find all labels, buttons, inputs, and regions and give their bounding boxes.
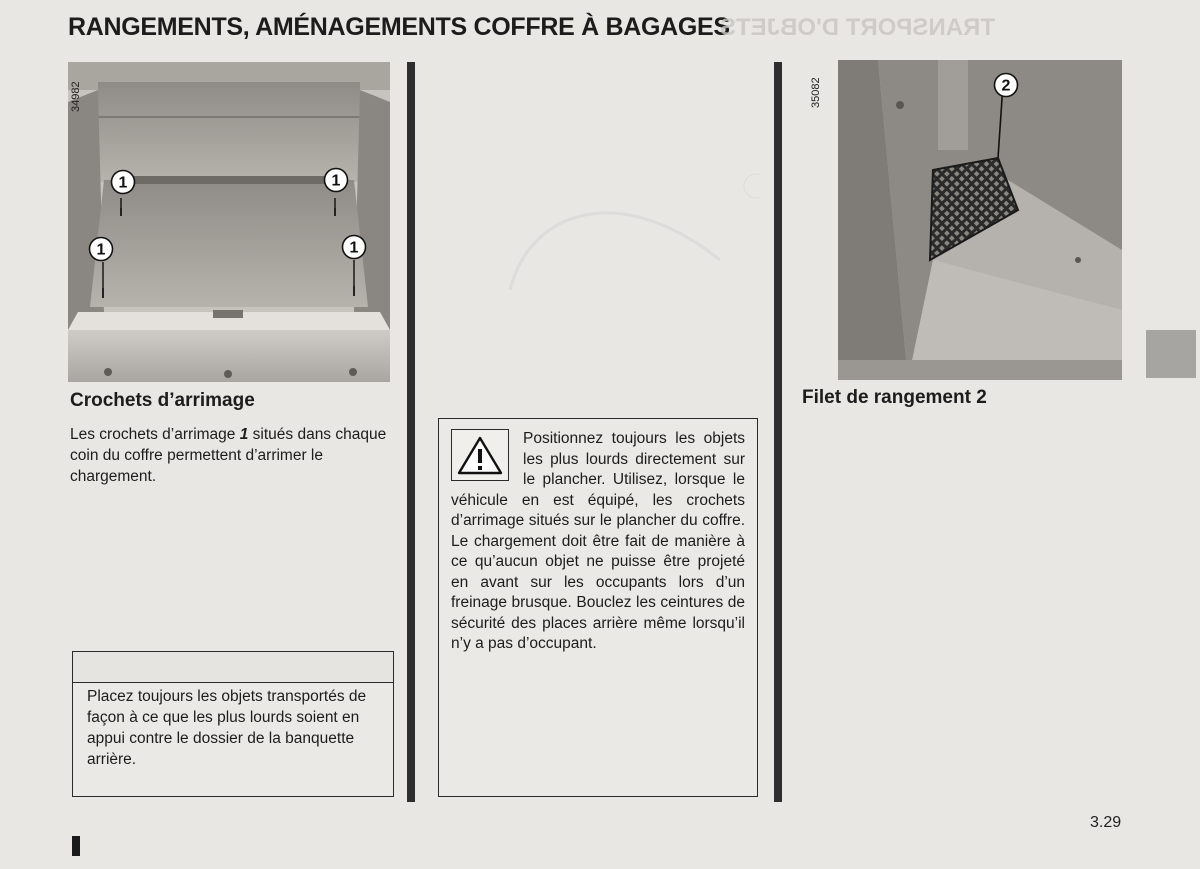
photo-reference-35082: 35082 <box>810 77 822 108</box>
warning-text: Positionnez toujours les objets les plus lourds directement sur le plancher. Utilisez, lorsque le véhicule en est équipé, les crochets d’arrimage situés sur le plancher du coffre. Le chargement doit être fait de manière à ce qu’aucun objet ne puisse être projeté en avant sur les occupants lors d’un freinage brusque. Bouclez les ceintures de sécurité des places arrière même lorsqu’il n’y a pas d’occupant. <box>451 430 745 652</box>
photo-reference-34982: 34982 <box>70 81 82 112</box>
svg-text:1: 1 <box>331 172 341 190</box>
warning-box <box>438 418 758 797</box>
column-divider-left <box>407 62 415 802</box>
chapter-thumb-tab <box>1146 330 1196 378</box>
column-divider-right <box>774 62 782 802</box>
svg-text:1: 1 <box>96 241 106 259</box>
svg-text:2: 2 <box>1001 77 1011 95</box>
loading-note-box <box>72 651 394 797</box>
trunk-photo <box>68 62 390 382</box>
svg-text:1: 1 <box>118 174 128 192</box>
page-marker <box>72 836 80 856</box>
storage-net-photo <box>838 60 1122 380</box>
callout-1-bottom-left <box>88 236 114 262</box>
section-heading-tie-down-hooks: Crochets d’arrimage <box>70 390 255 411</box>
page-title: RANGEMENTS, AMÉNAGEMENTS COFFRE À BAGAGES <box>68 13 730 41</box>
warning-triangle-icon <box>451 429 509 481</box>
page-number: 3.29 <box>1090 814 1122 831</box>
svg-text:1: 1 <box>349 239 359 257</box>
tie-down-hooks-description: Les crochets d’arrimage 1 situés dans chaque coin du coffre permettent d’arrimer le chargement. <box>70 426 387 485</box>
note-box-header-bar <box>73 652 393 683</box>
show-through-title: TRANSPORT D'OBJETS <box>720 14 996 41</box>
callout-2 <box>993 72 1019 98</box>
section-heading-storage-net: Filet de rangement 2 <box>802 387 987 408</box>
callout-1-top-right <box>323 167 349 193</box>
hook-reference: 1 <box>239 426 249 443</box>
loading-note-text: Placez toujours les objets transportés de façon à ce que les plus lourds soient en appui contre le dossier de la banquette arrière. <box>87 688 367 768</box>
show-through-illustration <box>420 60 760 300</box>
callout-1-top-left <box>110 169 136 195</box>
callout-1-bottom-right <box>341 234 367 260</box>
